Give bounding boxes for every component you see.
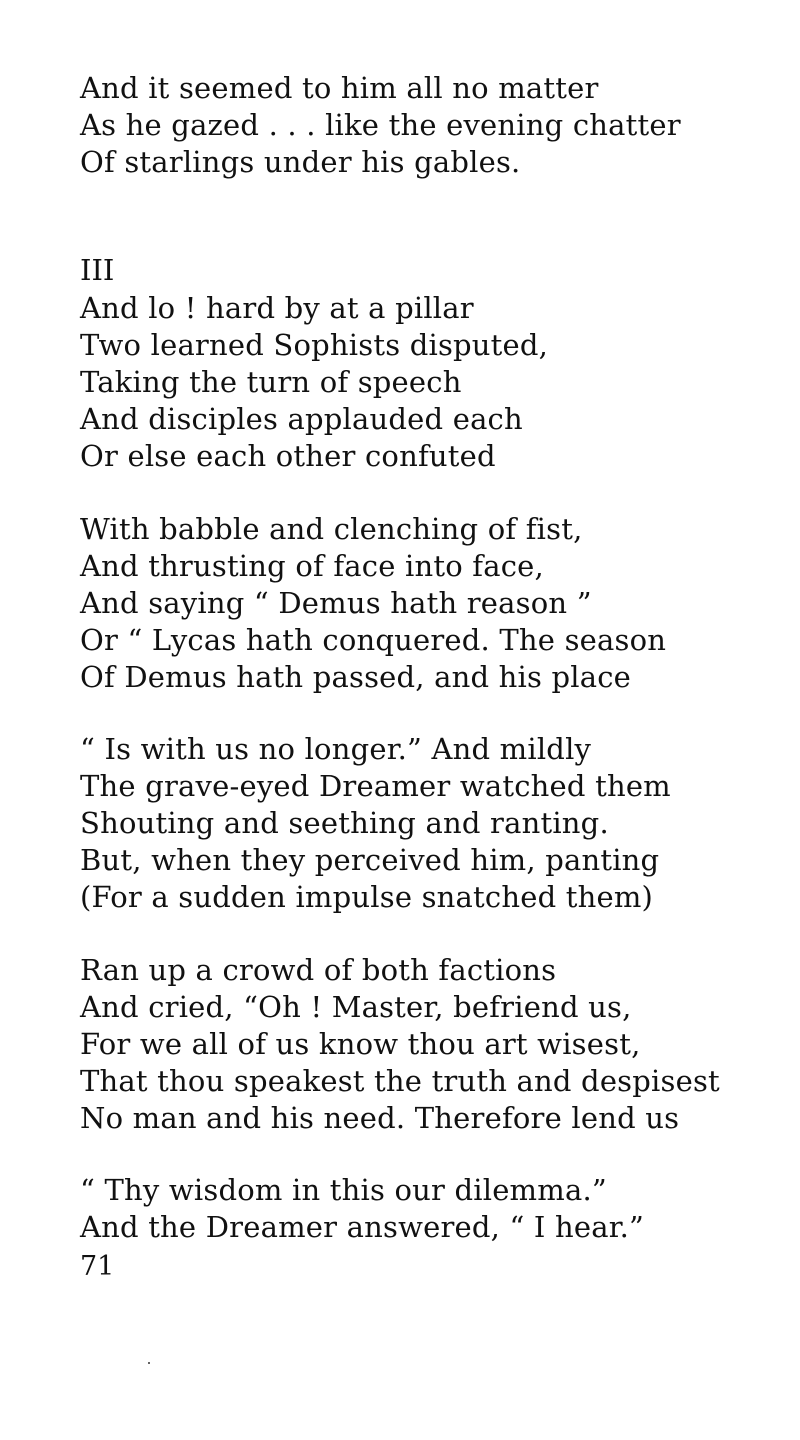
verse-line: Shouting and seething and ranting.	[80, 806, 609, 840]
verse-line: And saying “ Demus hath reason ”	[80, 586, 592, 620]
verse-line: That thou speakest the truth and despisest	[80, 1064, 720, 1098]
verse-line: As he gazed . . . like the evening chatter	[80, 108, 681, 142]
verse-line: No man and his need. Therefore lend us	[80, 1101, 680, 1135]
verse-line: “ Thy wisdom in this our dilemma.”	[80, 1173, 607, 1207]
verse-line: Or “ Lycas hath conquered. The season	[80, 623, 667, 657]
section-heading: III	[80, 253, 115, 287]
print-speck	[148, 1362, 150, 1364]
verse-line: The grave-eyed Dreamer watched them	[80, 769, 671, 803]
verse-line: With babble and clenching of fist,	[80, 512, 583, 546]
verse-line: For we all of us know thou art wisest,	[80, 1027, 641, 1061]
verse-line: Taking the turn of speech	[80, 365, 462, 399]
page-number: 71	[80, 1251, 115, 1282]
verse-line: (For a sudden impulse snatched them)	[80, 880, 654, 914]
verse-line: Or else each other confuted	[80, 439, 496, 473]
verse-line: “ Is with us no longer.” And mildly	[80, 732, 592, 766]
verse-line: Of Demus hath passed, and his place	[80, 660, 632, 694]
verse-line: Two learned Sophists disputed,	[80, 328, 549, 362]
verse-line: But, when they perceived him, panting	[80, 843, 660, 877]
verse-line: Ran up a crowd of both factions	[80, 953, 557, 987]
verse-line: And cried, “Oh ! Master, befriend us,	[80, 990, 632, 1024]
verse-line: And it seemed to him all no matter	[80, 71, 599, 105]
verse-line: And lo ! hard by at a pillar	[80, 291, 474, 325]
verse-line: Of starlings under his gables.	[80, 145, 521, 179]
verse-line: And the Dreamer answered, “ I hear.”	[80, 1210, 645, 1244]
verse-line: And thrusting of face into face,	[80, 549, 544, 583]
verse-line: And disciples applauded each	[80, 402, 523, 436]
